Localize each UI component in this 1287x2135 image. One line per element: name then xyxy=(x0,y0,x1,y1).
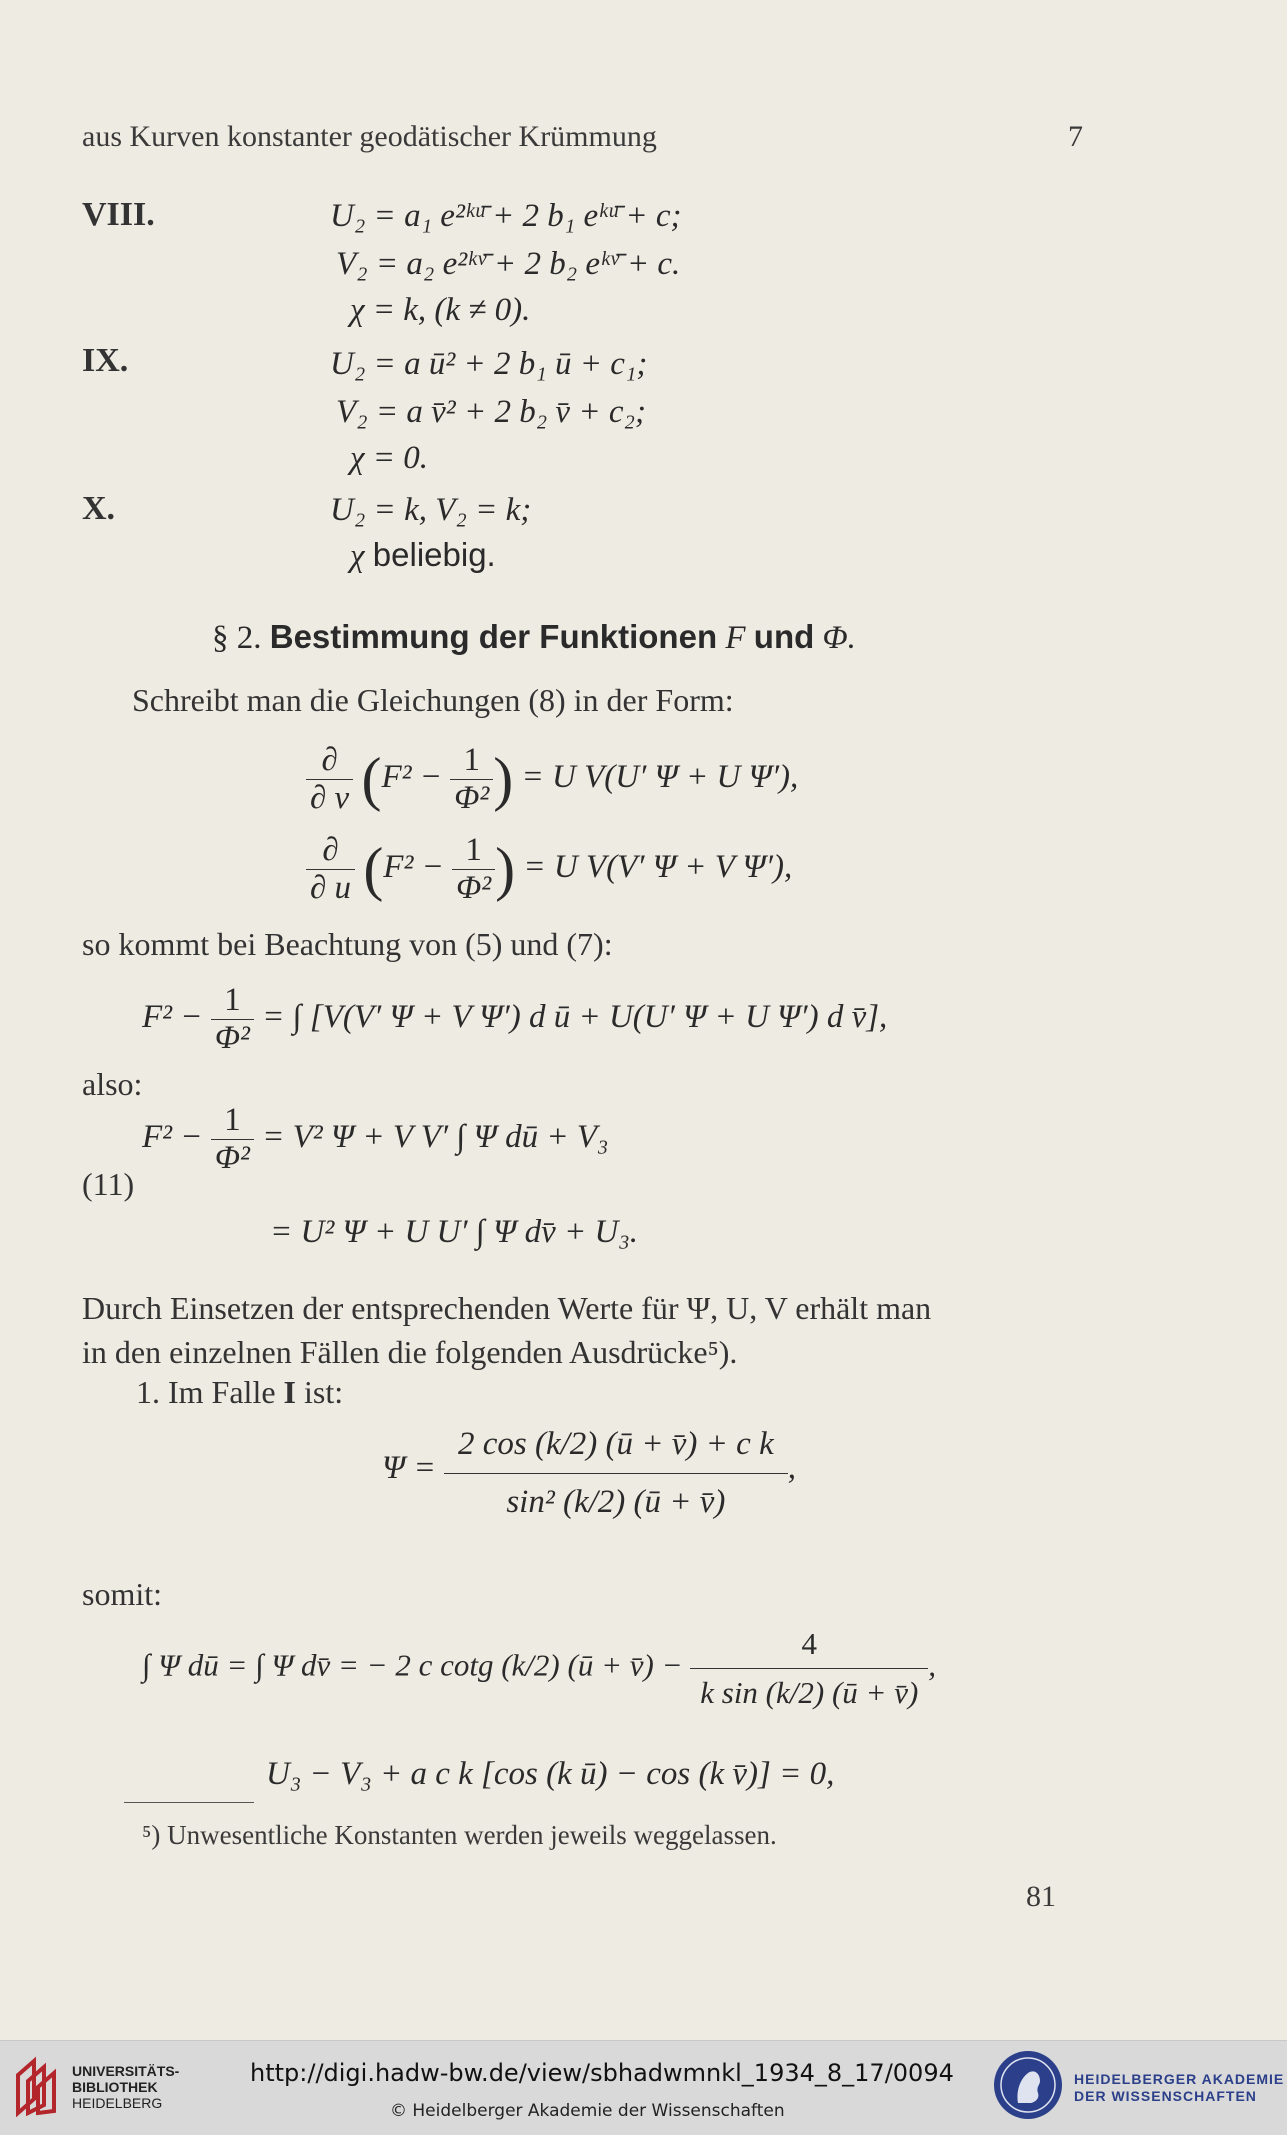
equation-number-11: (11) xyxy=(82,1166,135,1202)
equation-2: $\frac{\partial}{\partial u}$ (F² − $\frac{1}{\text{Φ²}}$ ) = U V(V′ Ψ + V Ψ′), xyxy=(306,832,792,907)
section-number: § 2. xyxy=(212,620,262,656)
footnote-text: Unwesentliche Konstanten werden jeweils weggelassen. xyxy=(167,1820,777,1850)
equation-viii-3: χ = k, (k ≠ 0). xyxy=(350,292,531,328)
equation-ix-3: χ = 0. xyxy=(350,440,429,476)
case-label-ix: IX. xyxy=(82,342,129,379)
equation-3: F² − $\frac{1}{\text{Φ²}}$ = ∫ [V(V′ Ψ + V Ψ′) d ū + U(U′ Ψ + U Ψ′) d v̄], xyxy=(142,982,888,1056)
case-label-x: X. xyxy=(82,490,116,527)
copyright-text: © Heidelberger Akademie der Wissenschaften xyxy=(390,2101,785,2121)
folio-number: 81 xyxy=(1026,1880,1056,1913)
equation-x-2 xyxy=(350,536,496,575)
psi-fraction: $\frac{\text{2 cos (k/2) (ū + v̄) + c k}}{\text{sin² (k/2) (ū + v̄)}}$ xyxy=(444,1420,788,1521)
paragraph-3a: Durch Einsetzen der entsprechenden Werte für Ψ, U, V erhält man xyxy=(82,1290,932,1326)
footnote-mark: ⁵) xyxy=(142,1820,161,1850)
equation-5: = U² Ψ + U U′ ∫ Ψ dv̄ + U₃. xyxy=(270,1214,639,1250)
one-over-phi-sq-1: $\frac{1}{\text{Φ²}}$ xyxy=(450,742,493,817)
academy-name: HEIDELBERGER AKADEMIE DER WISSENSCHAFTEN xyxy=(1074,2071,1285,2104)
page-number: 7 xyxy=(1068,120,1083,153)
paragraph-3b: in den einzelnen Fällen die folgenden Ausdrücke⁵). xyxy=(82,1334,738,1370)
equation-4: F² − $\frac{1}{\text{Φ²}}$ = V² Ψ + V V′ ∫ Ψ dū + V₃ xyxy=(142,1102,609,1176)
equation-7: ∫ Ψ dū = ∫ Ψ dv̄ = − 2 c cotg (k/2) (ū + v̄) − $\frac{4}{\text{k sin (k/2) (ū + v̄)}}$ , xyxy=(142,1626,937,1710)
equation-viii-1: U₂ = a₁ e²ᵏᵘ̄ + 2 b₁ eᵏᵘ̄ + c; xyxy=(330,198,682,234)
footnote-rule xyxy=(124,1802,254,1803)
section-heading xyxy=(212,618,856,657)
one-over-phi-sq-4: $\frac{1}{\text{Φ²}}$ xyxy=(211,1102,254,1177)
digitization-banner xyxy=(0,2040,1287,2135)
equation-6: Ψ = $\frac{\text{2 cos (k/2) (ū + v̄) + c k}}{\text{sin² (k/2) (ū + v̄)}}$ , xyxy=(382,1420,796,1521)
equation-1: $\frac{\partial}{\partial v}$ (F² − $\frac{1}{\text{Φ²}}$ ) = U V(U′ Ψ + U Ψ′), xyxy=(306,742,798,817)
equation-8: U₃ − V₃ + a c k [cos (k ū) − cos (k v̄)] = 0, xyxy=(266,1756,835,1792)
equation-ix-1: U₂ = a ū² + 2 b₁ ū + c₁; xyxy=(330,346,648,382)
partial-u-fraction: $\frac{\partial}{\partial u}$ xyxy=(306,832,355,907)
case-label-viii: VIII. xyxy=(82,196,155,233)
equation-ix-2: V₂ = a v̄² + 2 b₂ v̄ + c₂; xyxy=(336,394,646,430)
section-title: Bestimmung der Funktionen xyxy=(269,618,718,655)
equation-viii-2: V₂ = a₂ e²ᵏᵛ̄ + 2 b₂ eᵏᵛ̄ + c. xyxy=(336,246,681,282)
running-title: aus Kurven konstanter geodätischer Krümmung xyxy=(82,120,657,153)
chi-symbol: χ xyxy=(350,538,365,574)
paragraph-4: 1. Im Falle I ist: xyxy=(136,1374,344,1410)
academy-seal-icon xyxy=(994,2051,1062,2119)
university-library-name: UNIVERSITÄTS- BIBLIOTHEK HEIDELBERG xyxy=(72,2063,180,2111)
also-text: also: xyxy=(82,1066,143,1102)
one-over-phi-sq-2: $\frac{1}{\text{Φ²}}$ xyxy=(452,832,495,907)
one-over-phi-sq-3: $\frac{1}{\text{Φ²}}$ xyxy=(211,982,254,1057)
section-und: und xyxy=(753,618,815,655)
paragraph-1: Schreibt man die Gleichungen (8) in der Form: xyxy=(132,682,734,718)
beliebig-text: beliebig. xyxy=(372,536,496,573)
permalink-url[interactable]: http://digi.hadw-bw.de/view/sbhadwmnkl_1934_8_17/0094 xyxy=(250,2059,954,2087)
four-fraction: $\frac{4}{\text{k sin (k/2) (ū + v̄)}}$ xyxy=(690,1626,928,1711)
somit-text: somit: xyxy=(82,1576,163,1612)
section-phi: Φ. xyxy=(822,620,856,656)
equation-x-1: U₂ = k, V₂ = k; xyxy=(330,492,532,528)
university-library-logo-icon xyxy=(12,2055,64,2117)
footnote xyxy=(142,1820,777,1851)
paragraph-2: so kommt bei Beachtung von (5) und (7): xyxy=(82,926,613,962)
section-f: F xyxy=(725,620,746,656)
partial-v-fraction: $\frac{\partial}{\partial v}$ xyxy=(306,742,353,817)
